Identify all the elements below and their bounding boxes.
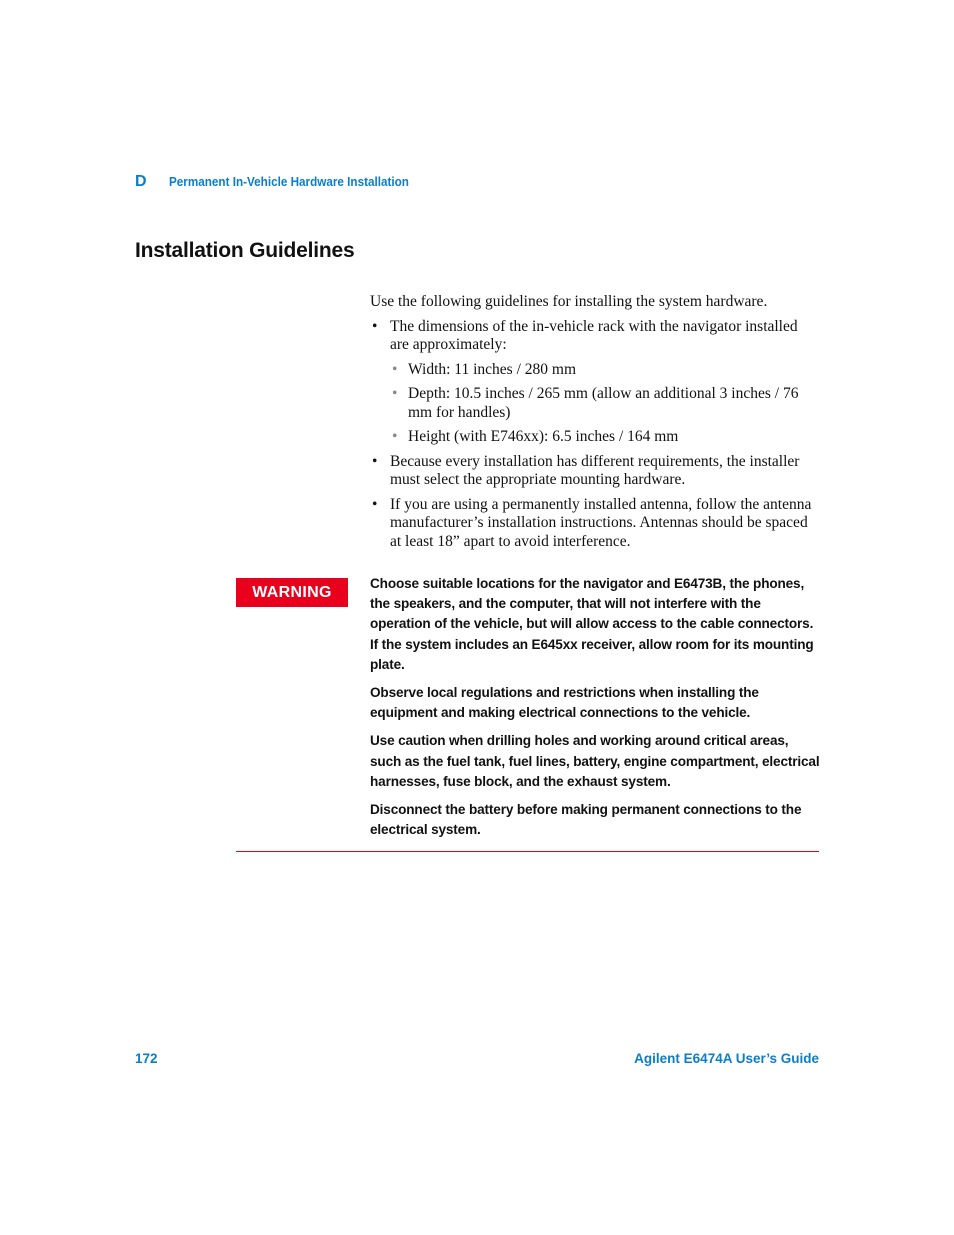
sub-list-item-text: Depth: 10.5 inches / 265 mm (allow an additional 3 inches / 76 mm for handles) bbox=[408, 385, 799, 421]
page-number: 172 bbox=[135, 1051, 158, 1066]
chapter-header bbox=[135, 173, 435, 191]
section-title: Installation Guidelines bbox=[135, 239, 355, 262]
intro-paragraph: Use the following guidelines for installing the system hardware. bbox=[370, 293, 768, 310]
bullet-glyph: • bbox=[372, 495, 378, 513]
bullet-glyph: • bbox=[392, 428, 398, 445]
chapter-title: Permanent In-Vehicle Hardware Installation bbox=[168, 174, 409, 189]
list-item-text: The dimensions of the in-vehicle rack with the navigator installed are approximately: bbox=[390, 317, 798, 353]
sub-list-item-text: Height (with E746xx): 6.5 inches / 164 mm bbox=[408, 428, 679, 445]
bullet-glyph: • bbox=[372, 317, 378, 335]
warning-badge: WARNING bbox=[236, 578, 348, 607]
list-item-text: If you are using a permanently installed antenna, follow the antenna manufacturer’s installation instructions. Antennas should be spaced at least 18” apart to avoid interference. bbox=[390, 495, 812, 550]
guidelines-body bbox=[370, 293, 820, 557]
list-item bbox=[370, 496, 820, 552]
bullet-glyph: • bbox=[392, 385, 398, 402]
warning-paragraph: Disconnect the battery before making permanent connections to the electrical system. bbox=[370, 802, 802, 838]
list-item bbox=[370, 453, 820, 490]
guide-title: Agilent E6474A User’s Guide bbox=[634, 1051, 819, 1066]
sub-list-item bbox=[370, 428, 820, 447]
warning-text bbox=[370, 574, 822, 848]
warning-paragraph: Use caution when drilling holes and working around critical areas, such as the fuel tank, fuel lines, battery, engine compartment, electrical harnesses, fuse block, and the exhaust system. bbox=[370, 733, 820, 789]
bullet-glyph: • bbox=[372, 452, 378, 470]
sub-list-item-text: Width: 11 inches / 280 mm bbox=[408, 360, 576, 378]
warning-paragraph: Choose suitable locations for the navigator and E6473B, the phones, the speakers, and the computer, that will not interfere with the operation of the vehicle, but will allow access to the cable connectors. If the system includes an E645xx receiver, allow room for its mounting plate. bbox=[370, 576, 814, 672]
bullet-glyph: • bbox=[392, 360, 398, 378]
sub-list-item bbox=[370, 385, 820, 422]
warning-paragraph: Observe local regulations and restrictions when installing the equipment and making electrical connections to the vehicle. bbox=[370, 685, 759, 721]
warning-divider bbox=[236, 851, 819, 852]
appendix-letter: D bbox=[135, 173, 147, 190]
sub-list-item bbox=[370, 361, 820, 380]
list-item-text: Because every installation has different requirements, the installer must select the appropriate mounting hardware. bbox=[390, 452, 800, 488]
list-item bbox=[370, 318, 820, 355]
